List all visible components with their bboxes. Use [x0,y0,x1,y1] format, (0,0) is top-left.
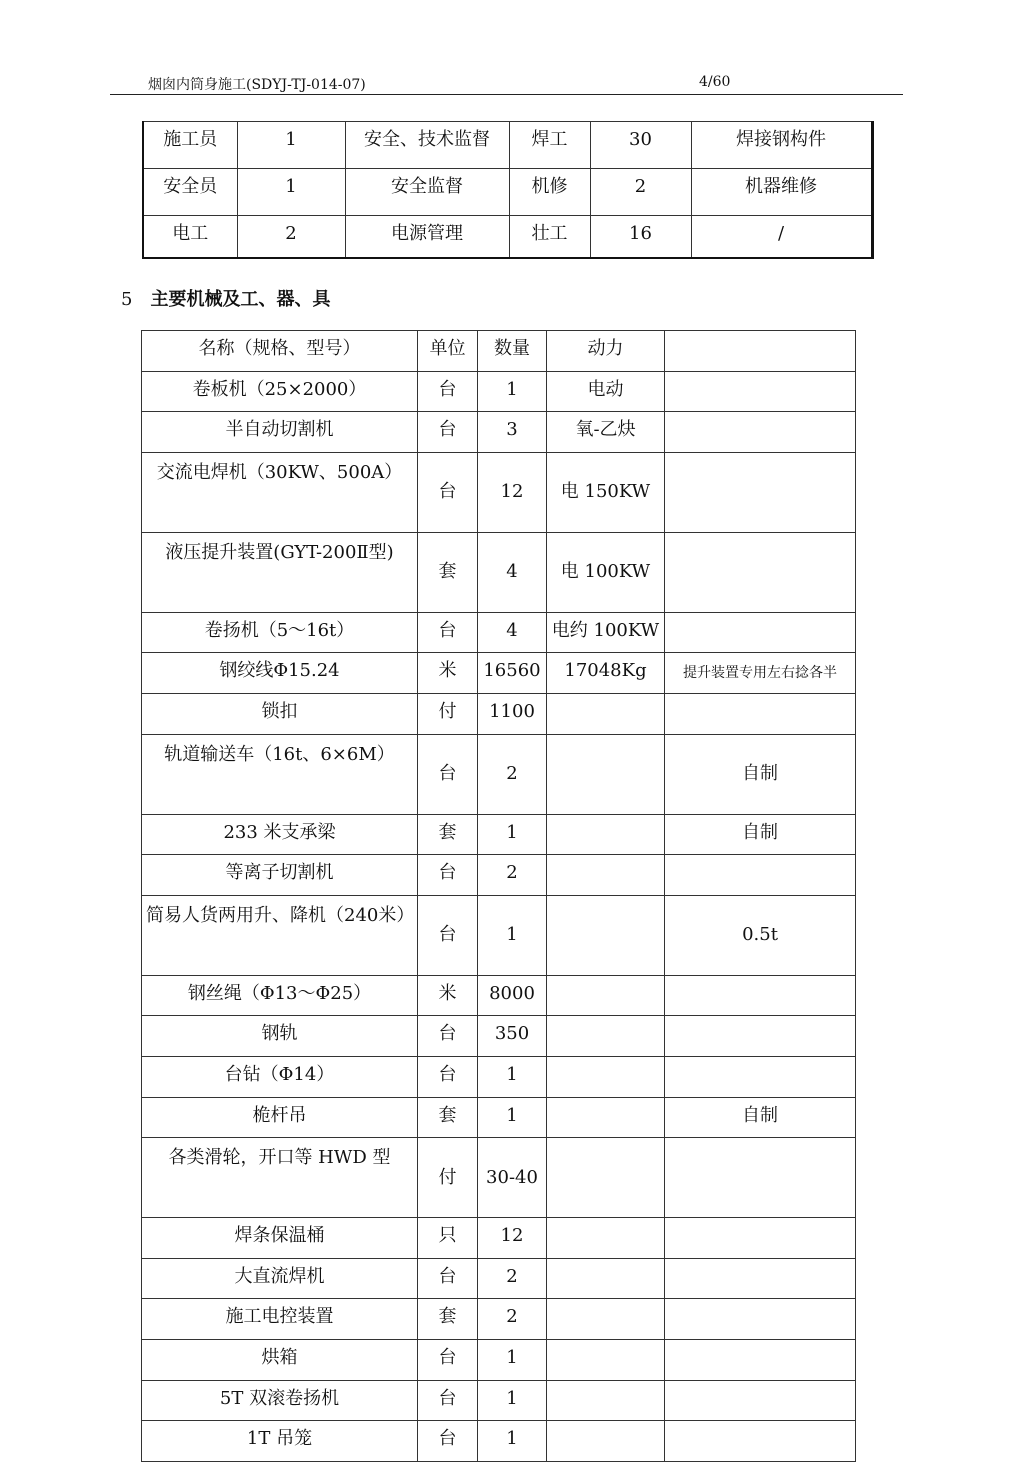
table-cell: 5T 双滚卷扬机 [142,1380,418,1421]
table-cell [547,1218,665,1259]
table-cell: 1T 吊笼 [142,1421,418,1462]
table-cell: 电 150KW [547,452,665,532]
table-cell [547,895,665,975]
document-title: 烟囱内筒身施工(SDYJ-TJ-014-07) [148,77,366,93]
table-cell: 1 [237,122,345,169]
table-cell: 台 [418,1339,478,1380]
table-row [142,1421,856,1462]
table-cell [547,1421,665,1462]
table-cell: 自制 [665,1097,856,1138]
table-cell: 锁扣 [142,693,418,734]
table-cell [547,734,665,814]
section-title: 主要机械及工、器、具 [150,289,331,310]
table-cell: 12 [478,452,547,532]
table-cell: 付 [418,1138,478,1218]
table-cell [547,975,665,1016]
table-cell [547,814,665,855]
table-cell: 半自动切割机 [142,412,418,453]
table-cell: 焊条保温桶 [142,1218,418,1259]
table-cell: 台 [418,412,478,453]
table-cell: 1 [237,169,345,216]
table-cell: 8000 [478,975,547,1016]
table-cell: 轨道输送车（16t、6×6M） [142,734,418,814]
table-cell [547,1016,665,1057]
table-cell: 2 [590,169,691,216]
table-cell: 只 [418,1218,478,1259]
table-cell: 套 [418,1299,478,1340]
table-cell: 电 100KW [547,532,665,612]
staff-table [142,121,874,259]
table-row [142,1016,856,1057]
table-cell: 台 [418,371,478,412]
table-cell [665,693,856,734]
table-cell: 17048Kg [547,653,665,694]
table-cell: 1 [478,1421,547,1462]
table-cell: 大直流焊机 [142,1258,418,1299]
table-cell: 壮工 [509,216,590,258]
table-row [142,1056,856,1097]
table-cell [665,412,856,453]
table-cell: 套 [418,532,478,612]
table-cell: 卷板机（25×2000） [142,371,418,412]
table-row [142,412,856,453]
table-row [142,653,856,694]
table-cell: 2 [237,216,345,258]
table-cell: 台 [418,855,478,896]
table-cell: 安全员 [143,169,237,216]
table-cell [665,1056,856,1097]
table-cell [665,1258,856,1299]
page-number: 4/60 [699,74,731,90]
table-row [142,1218,856,1259]
table-cell: 30 [590,122,691,169]
section-heading [121,285,330,311]
table-cell: 施工员 [143,122,237,169]
table-cell: 1 [478,371,547,412]
table-cell: 1 [478,1056,547,1097]
table-cell: 1 [478,895,547,975]
table-cell: 焊工 [509,122,590,169]
table-cell: 台 [418,452,478,532]
table-cell [665,975,856,1016]
table-row [142,1380,856,1421]
table-cell [547,1339,665,1380]
table-cell: 电动 [547,371,665,412]
table-cell: 2 [478,1299,547,1340]
table-row [142,532,856,612]
table-cell: 电工 [143,216,237,258]
table-cell [665,532,856,612]
table-cell: 米 [418,653,478,694]
table-cell: 233 米支承梁 [142,814,418,855]
table-cell [665,452,856,532]
table-cell: 付 [418,693,478,734]
table-cell: 1100 [478,693,547,734]
table-cell: 液压提升装置(GYT-200Ⅱ型) [142,532,418,612]
column-header [665,331,856,372]
table-cell [665,371,856,412]
column-header: 动力 [547,331,665,372]
table-cell: 自制 [665,814,856,855]
table-cell: 米 [418,975,478,1016]
table-cell: 简易人货两用升、降机（240米） [142,895,418,975]
table-cell: 1 [478,1097,547,1138]
table-cell: 350 [478,1016,547,1057]
table-cell [665,612,856,653]
table-row [142,1138,856,1218]
table-row [142,1339,856,1380]
table-cell: 钢绞线Φ15.24 [142,653,418,694]
table-cell [547,1056,665,1097]
table-cell: 套 [418,814,478,855]
table-cell: 各类滑轮，开口等 HWD 型 [142,1138,418,1218]
table-cell [665,1218,856,1259]
table-cell: 台钻（Φ14） [142,1056,418,1097]
section-number: 5 [121,289,133,310]
table-cell: 钢丝绳（Φ13～Φ25） [142,975,418,1016]
table-cell: 焊接钢构件 [691,122,872,169]
column-header: 名称（规格、型号） [142,331,418,372]
table-cell: 台 [418,1056,478,1097]
table-cell: 0.5t [665,895,856,975]
table-cell: 安全监督 [345,169,509,216]
table-row [142,1097,856,1138]
table-cell: 套 [418,1097,478,1138]
equipment-table [141,330,856,1462]
table-cell: 16 [590,216,691,258]
table-row [142,1299,856,1340]
table-cell: 4 [478,612,547,653]
table-cell: 台 [418,1380,478,1421]
table-cell: 1 [478,1380,547,1421]
table-row [142,855,856,896]
table-row [142,693,856,734]
table-cell: 等离子切割机 [142,855,418,896]
table-cell: / [691,216,872,258]
column-header: 单位 [418,331,478,372]
table-cell: 30-40 [478,1138,547,1218]
table-cell: 烘箱 [142,1339,418,1380]
table-cell [547,855,665,896]
table-row [142,371,856,412]
table-row [142,612,856,653]
table-cell: 氧-乙炔 [547,412,665,453]
table-cell: 2 [478,734,547,814]
table-cell: 台 [418,895,478,975]
table-cell: 钢轨 [142,1016,418,1057]
table-cell: 1 [478,1339,547,1380]
table-cell: 电约 100KW [547,612,665,653]
table-cell: 4 [478,532,547,612]
table-row [142,895,856,975]
table-cell [547,693,665,734]
table-cell: 桅杆吊 [142,1097,418,1138]
table-cell [547,1138,665,1218]
table-cell [665,1339,856,1380]
table-row [142,734,856,814]
table-cell: 卷扬机（5～16t） [142,612,418,653]
table-cell [547,1380,665,1421]
table-cell: 施工电控装置 [142,1299,418,1340]
table-cell [665,1016,856,1057]
table-cell [547,1299,665,1340]
table-cell: 台 [418,612,478,653]
table-cell: 12 [478,1218,547,1259]
table-cell: 提升装置专用左右捻各半 [665,653,856,694]
table-cell: 台 [418,734,478,814]
table-cell: 1 [478,814,547,855]
table-cell: 16560 [478,653,547,694]
table-header-row [142,331,856,372]
table-cell: 电源管理 [345,216,509,258]
table-row [143,216,872,258]
table-cell: 2 [478,855,547,896]
table-cell [665,1299,856,1340]
table-cell: 3 [478,412,547,453]
table-cell [665,1421,856,1462]
table-row [142,452,856,532]
table-cell [665,1380,856,1421]
table-row [142,814,856,855]
table-cell: 台 [418,1258,478,1299]
table-row [142,975,856,1016]
table-cell: 交流电焊机（30KW、500A） [142,452,418,532]
table-row [143,122,872,169]
table-row [143,169,872,216]
column-header: 数量 [478,331,547,372]
table-row [142,1258,856,1299]
table-cell: 台 [418,1016,478,1057]
table-cell: 2 [478,1258,547,1299]
table-cell [547,1097,665,1138]
page-header [110,68,903,95]
table-cell [665,1138,856,1218]
table-cell: 机修 [509,169,590,216]
table-cell: 机器维修 [691,169,872,216]
table-cell [547,1258,665,1299]
table-cell: 安全、技术监督 [345,122,509,169]
table-cell: 台 [418,1421,478,1462]
table-cell: 自制 [665,734,856,814]
table-cell [665,855,856,896]
